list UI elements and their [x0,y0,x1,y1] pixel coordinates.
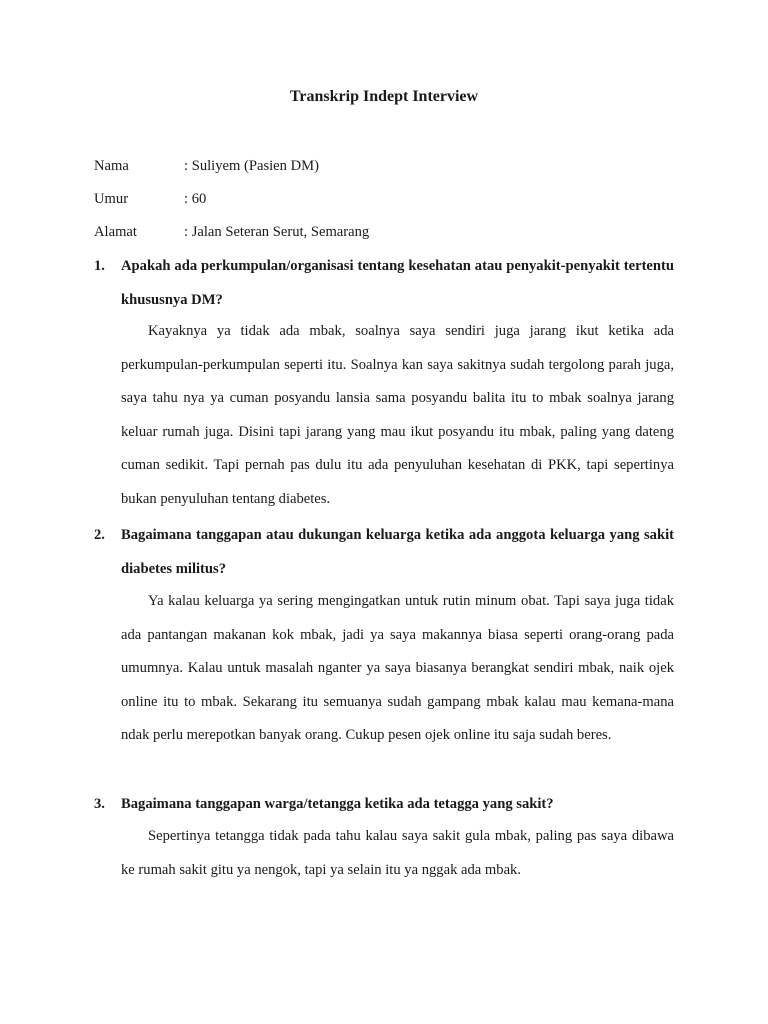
answer-text: Kayaknya ya tidak ada mbak, soalnya saya sendiri juga jarang ikut ketika ada perkumpulan-perkumpulan seperti itu. Soalnya kan saya sakitnya sudah tergolong parah juga, saya tahu nya ya cuman posyandu lansia sama posyandu balita itu to mbak soalnya jarang keluar rumah juga. Disini tapi jarang yang mau ikut posyandu itu mbak, paling yang dateng cuman sedikit. Tapi pernah pas dulu itu ada penyuluhan kesehatan di PKK, tapi sepertinya bukan penyuluhan tentang diabetes. [121,323,674,507]
question-number: 3. [94,796,105,812]
meta-value: : 60 [184,191,207,207]
question-number: 1. [94,258,105,274]
meta-label: Nama [94,158,129,174]
question-number: 2. [94,527,105,543]
meta-row-nama [94,156,319,176]
meta-value: : Suliyem (Pasien DM) [184,158,319,174]
meta-row-umur [94,189,206,209]
meta-label: Umur [94,191,129,207]
answer-text: Ya kalau keluarga ya sering mengingatkan untuk rutin minum obat. Tapi saya juga tidak ada pantangan makanan kok mbak, jadi ya saya makannya biasa seperti orang-orang pada umumnya. Kalau untuk masalah nganter ya saya biasanya berangkat sendiri mbak, naik ojek online itu to mbak. Sekarang itu semuanya sudah gampang mbak kalau mau kemana-mana ndak perlu merepotkan banyak orang. Cukup pesen ojek online itu saja sudah beres. [121,593,674,744]
question-text: Bagaimana tanggapan atau dukungan keluarga ketika ada anggota keluarga yang sakit diabetes militus? [121,527,674,577]
meta-value: : Jalan Seteran Serut, Semarang [184,224,370,240]
meta-row-alamat [94,222,369,242]
question-text: Bagaimana tanggapan warga/tetangga ketika ada tetagga yang sakit? [121,796,554,812]
document-title: Transkrip Indept Interview [289,88,479,105]
answer-text: Sepertinya tetangga tidak pada tahu kalau saya sakit gula mbak, paling pas saya dibawa ke rumah sakit gitu ya nengok, tapi ya selain itu ya nggak ada mbak. [121,828,674,878]
meta-label: Alamat [94,224,137,240]
question-text: Apakah ada perkumpulan/organisasi tentang kesehatan atau penyakit-penyakit tertentu khususnya DM? [121,258,674,308]
